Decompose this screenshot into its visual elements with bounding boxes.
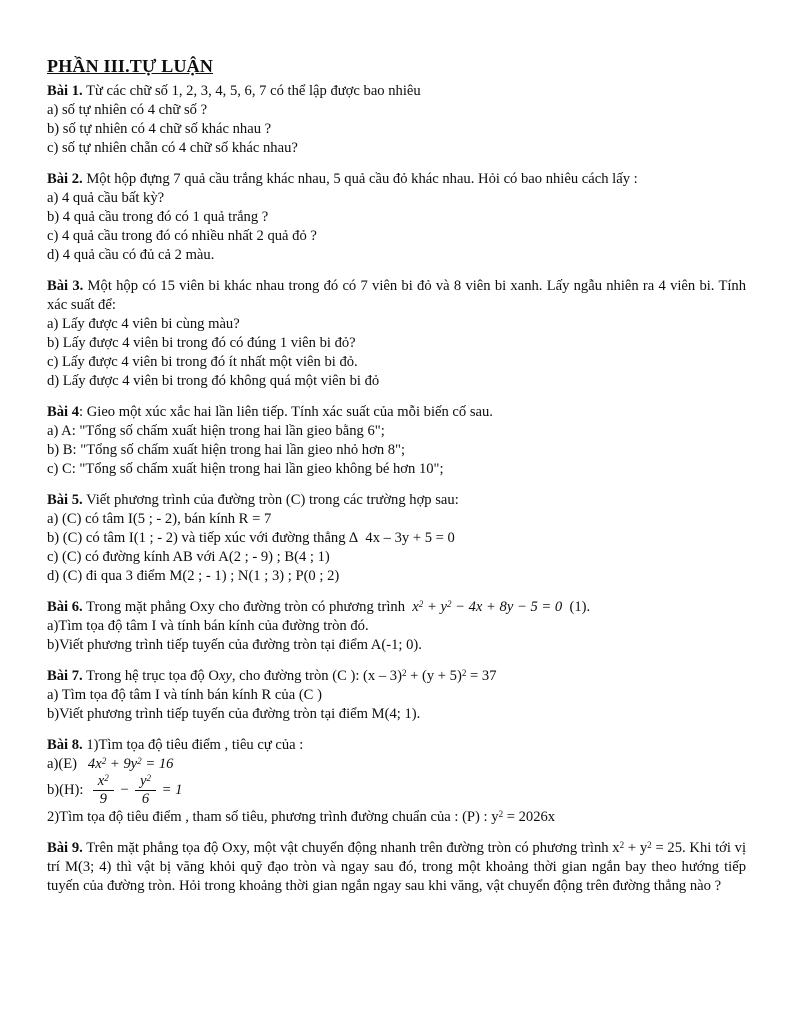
bai-8-item-a bbox=[47, 755, 746, 774]
text-run: b) (C) có tâm I(1 ; - 2) và tiếp xúc với đường thẳng ∆ 4x – 3y + 5 = 0 bbox=[47, 530, 455, 546]
blank-line bbox=[47, 724, 746, 736]
text-run: Viết phương trình của đường tròn (C) trong các trường hợp sau: bbox=[82, 492, 459, 508]
math-expression: $4x^2 + 9y^2 = 16$ bbox=[87, 755, 174, 772]
superscript: 2 bbox=[401, 667, 407, 678]
superscript: 2 bbox=[146, 772, 151, 783]
text-run: c) số tự nhiên chẵn có 4 chữ số khác nhau? bbox=[47, 140, 298, 156]
bai-8-item-b bbox=[47, 774, 746, 808]
fraction-denominator: 9 bbox=[99, 791, 107, 808]
superscript: 2 bbox=[619, 839, 625, 850]
text-run: Một hộp đựng 7 quả cầu trắng khác nhau, 5 quả cầu đỏ khác nhau. Hỏi có bao nhiêu cách lấy : bbox=[82, 171, 638, 187]
text-run: Trong mặt phẳng Oxy cho đường tròn có phương trình bbox=[82, 599, 413, 615]
text-run: b) Lấy được 4 viên bi trong đó có đúng 1 viên bi đỏ? bbox=[47, 335, 356, 351]
bai-3-item-a bbox=[47, 315, 746, 334]
bai-4-item-b bbox=[47, 441, 746, 460]
text-run: d) (C) đi qua 3 điểm M(2 ; - 1) ; N(1 ; 3) ; P(0 ; 2) bbox=[47, 568, 340, 584]
section-title: PHẦN III.TỰ LUẬN bbox=[47, 56, 214, 76]
text-run: a)Tìm tọa độ tâm I và tính bán kính của đường tròn đó. bbox=[47, 618, 369, 634]
text-run: b) 4 quả cầu trong đó có 1 quả trắng ? bbox=[47, 209, 269, 225]
exercise-label: Bài 3. bbox=[47, 278, 84, 294]
fraction-denominator: 6 bbox=[141, 791, 150, 808]
bai-1-item-a bbox=[47, 101, 746, 120]
superscript: 2 bbox=[418, 598, 424, 609]
superscript: 2 bbox=[498, 808, 504, 819]
text-run: a) (C) có tâm I(5 ; - 2), bán kính R = 7 bbox=[47, 511, 272, 527]
bai-7-intro bbox=[47, 667, 746, 686]
superscript: 2 bbox=[461, 667, 467, 678]
bai-5-item-a bbox=[47, 510, 746, 529]
text-run: b)Viết phương trình tiếp tuyến của đường tròn tại điểm M(4; 1). bbox=[47, 706, 421, 722]
superscript: 2 bbox=[104, 772, 109, 783]
text-run: b)Viết phương trình tiếp tuyến của đường tròn tại điểm A(-1; 0). bbox=[47, 637, 422, 653]
bai-2-item-d bbox=[47, 246, 746, 265]
fraction bbox=[93, 774, 114, 808]
exercise-label: Bài 7. bbox=[47, 668, 83, 684]
bai-7-item-b bbox=[47, 705, 746, 724]
exercise-label: Bài 9. bbox=[47, 839, 83, 856]
text-run: : Gieo một xúc xắc hai lần liên tiếp. Tính xác suất của mỗi biến cố sau. bbox=[79, 404, 493, 420]
superscript: 2 bbox=[101, 755, 107, 766]
fraction-numerator: $x^2$ bbox=[93, 774, 114, 791]
bai-2-item-c bbox=[47, 227, 746, 246]
blank-line bbox=[47, 265, 746, 277]
bai-1-item-b bbox=[47, 120, 746, 139]
bai-8-intro bbox=[47, 736, 746, 755]
text-run: Một hộp có 15 viên bi khác nhau trong đó có 7 viên bi đỏ và 8 viên bi xanh. Lấy ngẫu nhiên ra 4 viên bi. Tính xác suất để: bbox=[47, 278, 747, 313]
bai-1-item-c bbox=[47, 139, 746, 158]
text-run: (1). bbox=[562, 599, 591, 615]
exercise-label: Bài 1. bbox=[47, 83, 83, 99]
bai-4-item-a bbox=[47, 422, 746, 441]
text-run: Trong hệ trục tọa độ O bbox=[82, 668, 219, 684]
text-run: 2)Tìm tọa độ tiêu điểm , tham số tiêu, phương trình đường chuẩn của : (P) : $y^2 = 2026x$ bbox=[47, 808, 556, 825]
bai-3-item-d bbox=[47, 372, 746, 391]
text-run: c) C: "Tổng số chấm xuất hiện trong hai lần gieo không bé hơn 10"; bbox=[47, 461, 444, 477]
bai-3-item-c bbox=[47, 353, 746, 372]
fraction bbox=[135, 774, 156, 808]
bai-2-item-b bbox=[47, 208, 746, 227]
bai-9-intro bbox=[47, 839, 746, 896]
bai-2-intro bbox=[47, 170, 746, 189]
text-run: Từ các chữ số 1, 2, 3, 4, 5, 6, 7 có thể lập được bao nhiêu bbox=[82, 83, 421, 99]
blank-line bbox=[47, 586, 746, 598]
bai-1-intro bbox=[47, 82, 746, 101]
blank-line bbox=[47, 391, 746, 403]
text-run: 1)Tìm tọa độ tiêu điểm , tiêu cự của : bbox=[82, 737, 304, 753]
superscript: 2 bbox=[446, 598, 452, 609]
text-run: , cho đường tròn (C ): $(x - 3)^2 + (y + 5)^2 = 37$ bbox=[231, 667, 497, 684]
text-run: a)(E) bbox=[47, 756, 88, 772]
text-run: Trên mặt phẳng tọa độ Oxy, một vật chuyển động nhanh trên đường tròn có phương trình $x^2 + y^2 = 25$. Khi tới vị trí M(3; 4) thì vật bị văng khỏi quỹ đạo tròn và ngay sau đó, trong một khoảng thời gian ngắn bay theo hướng tiếp tuyến của đường tròn. Hỏi trong khoảng thời gian ngắn ngay sau khi văng, vật chuyển động trên đường thẳng nào ? bbox=[47, 839, 747, 894]
bai-4-item-c bbox=[47, 460, 746, 479]
bai-2-item-a bbox=[47, 189, 746, 208]
bai-5-intro bbox=[47, 491, 746, 510]
text-run: a) A: "Tổng số chấm xuất hiện trong hai lần gieo bằng 6"; bbox=[47, 423, 385, 439]
text-run: a) Lấy được 4 viên bi cùng màu? bbox=[47, 316, 240, 332]
text-run: a) số tự nhiên có 4 chữ số ? bbox=[47, 102, 208, 118]
text-run: d) 4 quả cầu có đủ cả 2 màu. bbox=[47, 247, 215, 263]
bai-6-item-a bbox=[47, 617, 746, 636]
text-run: b)(H): bbox=[47, 782, 91, 799]
bai-6-intro bbox=[47, 598, 746, 617]
text-run: a) Tìm tọa độ tâm I và tính bán kính R của (C ) bbox=[47, 687, 322, 703]
text-run: c) Lấy được 4 viên bi trong đó ít nhất một viên bi đỏ. bbox=[47, 354, 358, 370]
bai-5-item-b bbox=[47, 529, 746, 548]
blank-line bbox=[47, 158, 746, 170]
bai-4-intro bbox=[47, 403, 746, 422]
text-run: b) số tự nhiên có 4 chữ số khác nhau ? bbox=[47, 121, 272, 137]
bai-8-item-2 bbox=[47, 808, 746, 827]
bai-7-item-a bbox=[47, 686, 746, 705]
bai-3-item-b bbox=[47, 334, 746, 353]
bai-5-item-c bbox=[47, 548, 746, 567]
text-run: d) Lấy được 4 viên bi trong đó không quá một viên bi đỏ bbox=[47, 373, 380, 389]
blank-line bbox=[47, 827, 746, 839]
bai-5-item-d bbox=[47, 567, 746, 586]
math-expression: xy bbox=[218, 668, 232, 684]
text-run: a) 4 quả cầu bất kỳ? bbox=[47, 190, 165, 206]
exercise-label: Bài 5. bbox=[47, 492, 83, 508]
text-run: b) B: "Tổng số chấm xuất hiện trong hai lần gieo nhỏ hơn 8"; bbox=[47, 442, 406, 458]
blank-line bbox=[47, 655, 746, 667]
math-expression: $\frac{x^2}{9}$ − $\frac{y^2}{6}$ = 1 bbox=[91, 782, 183, 798]
exercise-label: Bài 8. bbox=[47, 737, 83, 753]
math-expression: $x^2 + y^2 - 4x + 8y - 5 = 0$ bbox=[412, 598, 563, 615]
document-body bbox=[47, 82, 746, 896]
blank-line bbox=[47, 479, 746, 491]
superscript: 2 bbox=[647, 839, 652, 850]
bai-3-intro bbox=[47, 277, 746, 315]
text-run: c) (C) có đường kính AB với A(2 ; - 9) ; B(4 ; 1) bbox=[47, 549, 330, 565]
exercise-label: Bài 4 bbox=[47, 404, 80, 420]
superscript: 2 bbox=[137, 755, 142, 766]
fraction-numerator: $y^2$ bbox=[135, 774, 156, 791]
exercise-label: Bài 6. bbox=[47, 599, 83, 615]
text-run: c) 4 quả cầu trong đó có nhiều nhất 2 quả đỏ ? bbox=[47, 228, 317, 244]
bai-6-item-b bbox=[47, 636, 746, 655]
exercise-label: Bài 2. bbox=[47, 171, 83, 187]
